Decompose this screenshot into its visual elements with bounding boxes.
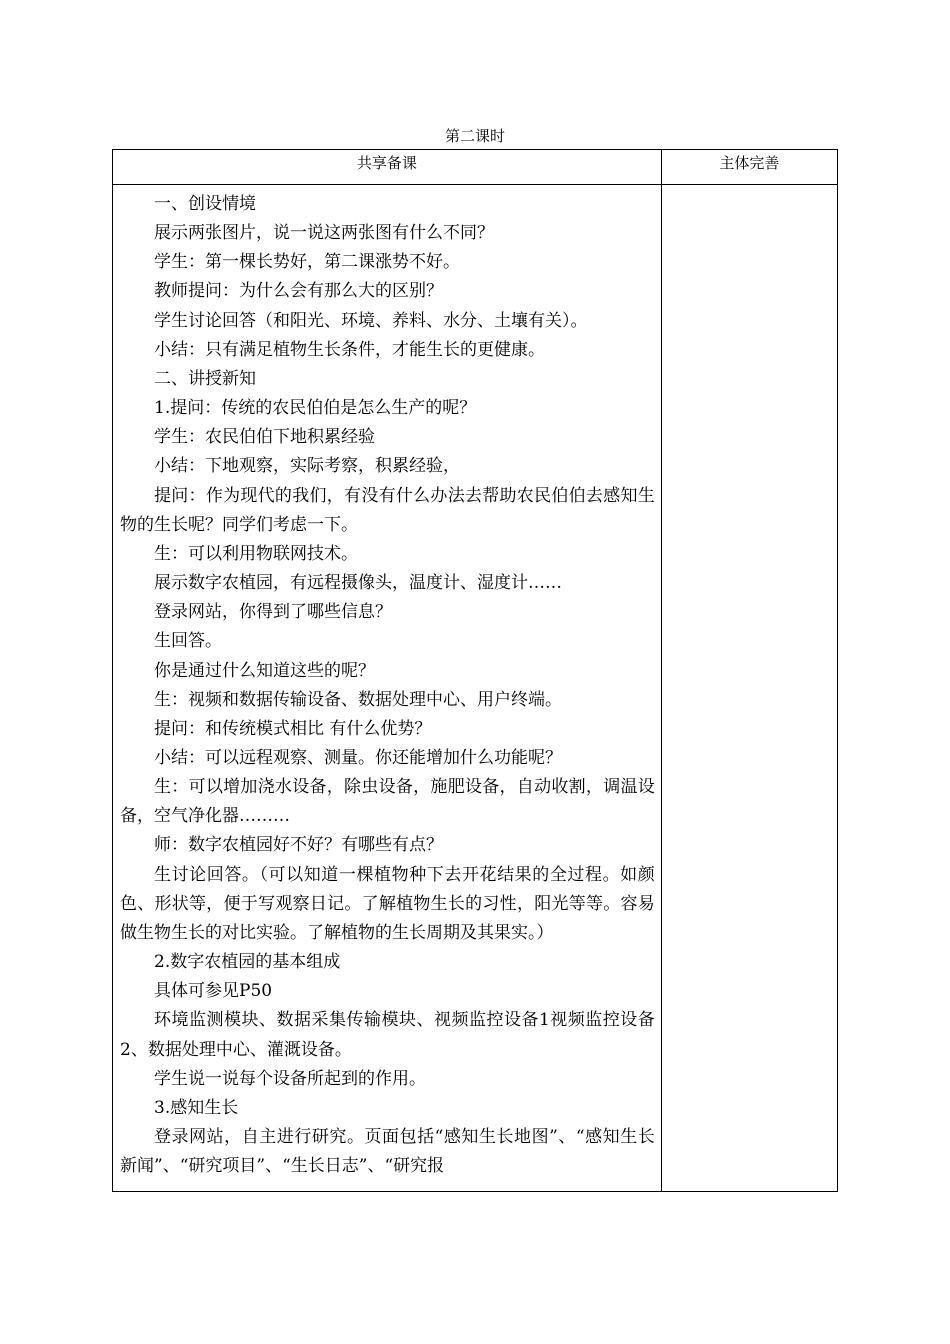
- paragraph: 2.数字农植园的基本组成: [154, 952, 341, 973]
- paragraph: 生：可以利用物联网技术。: [154, 543, 358, 564]
- paragraph: 登录网站，自主进行研究。页面包括“感知生长地图”、“感知生长新闻”、“研究项目”、“生长日志”、“研究报: [120, 1127, 655, 1177]
- paragraph: 学生讨论回答（和阳光、环境、养料、水分、土壤有关）。: [154, 310, 588, 331]
- paragraph: 生讨论回答。（可以知道一棵植物种下去开花结果的全过程。如颜色、形状等，便于写观察日记。了解植物生长的习性，阳光等等。容易做生物生长的对比实验。了解植物的生长周期及其果实。）: [120, 864, 655, 943]
- paragraph: 1.提问：传统的农民伯伯是怎么生产的呢？: [154, 398, 477, 419]
- paragraph: 环境监测模块、数据采集传输模块、视频监控设备1视频监控设备2、数据处理中心、灌溉设备。: [120, 1010, 655, 1060]
- paragraph: 生回答。: [154, 631, 222, 652]
- paragraph: 提问：作为现代的我们，有没有什么办法去帮助农民伯伯去感知生物的生长呢？同学们考虑一下。: [120, 485, 655, 535]
- paragraph: 学生说一说每个设备所起到的作用。: [154, 1068, 426, 1089]
- paragraph: 小结：下地观察，实际考察，积累经验，: [154, 456, 460, 477]
- paragraph: 教师提问：为什么会有那么大的区别？: [154, 281, 443, 302]
- paragraph: 二、讲授新知: [154, 368, 256, 389]
- refinement-header: 主体完善: [661, 150, 837, 185]
- paragraph: 生：视频和数据传输设备、数据处理中心、用户终端。: [154, 689, 562, 710]
- paragraph: 师：数字农植园好不好？有哪些有点？: [154, 835, 443, 856]
- paragraph: 小结：可以远程观察、测量。你还能增加什么功能呢？: [154, 747, 562, 768]
- paragraph: 展示两张图片，说一说这两张图有什么不同？: [154, 223, 494, 244]
- paragraph: 学生：第一棵长势好，第二课涨势不好。: [154, 252, 460, 273]
- paragraph: 学生：农民伯伯下地积累经验: [154, 427, 375, 448]
- paragraph: 具体可参见P50: [154, 981, 273, 1002]
- paragraph: 小结：只有满足植物生长条件，才能生长的更健康。: [154, 339, 545, 360]
- table-header-row: [113, 150, 838, 185]
- lesson-content: [113, 185, 661, 1181]
- lesson-title: 第二课时: [444, 127, 505, 145]
- shared-prep-cell: [113, 185, 662, 1192]
- paragraph: 提问：和传统模式相比 有什么优势？: [154, 718, 432, 739]
- shared-prep-header: 共享备课: [113, 150, 662, 185]
- paragraph: 你是通过什么知道这些的呢？: [154, 660, 375, 681]
- lesson-table: [112, 149, 838, 1192]
- paragraph: 3.感知生长: [154, 1097, 239, 1118]
- paragraph: 生：可以增加浇水设备，除虫设备，施肥设备，自动收割，调温设备，空气净化器………: [120, 777, 655, 827]
- paragraph: 一、创设情境: [154, 194, 256, 214]
- table-body-row: [113, 185, 838, 1192]
- paragraph: 登录网站，你得到了哪些信息？: [154, 602, 392, 623]
- paragraph: 展示数字农植园，有远程摄像头，温度计、湿度计……: [154, 573, 562, 594]
- refinement-cell: [661, 185, 837, 1192]
